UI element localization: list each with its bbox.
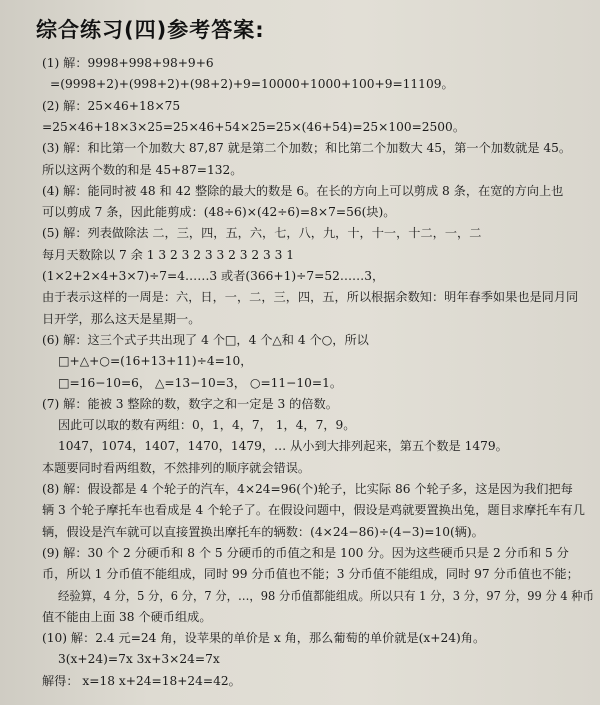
answer-9-line-2: 币，所以 1 分币值不能组成，同时 99 分币值也不能；3 分币值不能组成，同时 97 分币值也不能； [42,567,579,582]
answer-8-line-3: 辆，假设是汽车就可以直接置换出摩托车的辆数：(4×24−86)÷(4−3)=10(辆)。 [42,524,484,539]
answer-4-line-1: (4) 解：能同时被 48 和 42 整除的最大的数是 6。在长的方向上可以剪成 8 条，在宽的方向上也 [42,183,564,198]
answer-5-line-2: 每月天数除以 7 余 1 3 2 3 2 3 3 2 3 2 3 3 1 [42,247,294,262]
answer-10-line-1: (10) 解：2.4 元=24 角，设苹果的单价是 x 角，那么葡萄的单价就是(x+24)角。 [42,631,486,646]
answer-5-line-5: 日开学，那么这天是星期一。 [42,311,201,326]
answer-2-line-1: (2) 解：25×46+18×75 [42,98,181,113]
answer-2-line-2: =25×46+18×3×25=25×46+54×25=25×(46+54)=25×100=2500。 [42,119,466,134]
answer-9-line-3: 经验算，4 分，5 分，6 分，7 分，…，98 分币值都能组成。所以只有 1 分，3 分，97 分，99 分 4 种币 [58,588,594,603]
answer-6-line-3: □=16−10=6， △=13−10=3， ○=11−10=1。 [58,375,343,390]
answer-10-line-3: 解得： x=18 x+24=18+24=42。 [42,673,241,688]
answer-7-line-1: (7) 解：能被 3 整除的数，数字之和一定是 3 的倍数。 [42,396,338,411]
answer-7-line-2: 因此可以取的数有两组：0，1，4，7， 1，4，7，9。 [58,418,356,433]
answer-8-line-1: (8) 解：假设都是 4 个轮子的汽车，4×24=96(个)轮子，比实际 86 个轮子多，这是因为我们把每 [42,482,573,496]
answer-6-line-2: □+△+○=(16+13+11)÷4=10， [58,354,253,369]
answer-9-line-1: (9) 解：30 个 2 分硬币和 8 个 5 分硬币的币值之和是 100 分。因为这些硬币只是 2 分币和 5 分 [42,545,569,560]
answer-3-line-2: 所以这两个数的和是 45+87=132。 [42,162,243,177]
answer-8-line-2: 辆 3 个轮子摩托车也看成是 4 个轮子了。在假设问题中，假设是鸡就要置换出兔，题目求摩托车有几 [42,503,585,518]
answer-5-line-3: (1×2+2×4+3×7)÷7=4……3 或者(366+1)÷7=52……3， [42,269,385,283]
answer-5-line-1: (5) 解：列表做除法 二，三，四，五，六，七，八，九，十，十一，十二，一，二 [42,226,482,241]
answer-1-line-1: (1) 解：9998+998+98+9+6 [42,56,214,70]
answer-9-line-4: 值不能由上面 38 个硬币组成。 [42,609,212,624]
answer-7-line-3: 1047，1074，1407，1470，1479，… 从小到大排列起来，第五个数是 1479。 [58,439,508,454]
answer-7-line-4: 本题要同时看两组数，不然排列的顺序就会错误。 [42,460,311,475]
answer-3-line-1: (3) 解：和比第一个加数大 87,87 就是第二个加数；和比第二个加数大 45，第一个加数就是 45。 [42,141,572,156]
answer-4-line-2: 可以剪成 7 条，因此能剪成：(48÷6)×(42÷6)=8×7=56(块)。 [42,205,396,220]
page-title: 综合练习(四)参考答案: [36,18,265,42]
answer-1-line-2: =(9998+2)+(998+2)+(98+2)+9=10000+1000+100+9=11109。 [50,77,454,92]
answer-10-line-2: 3(x+24)=7x 3x+3×24=7x [58,652,220,667]
answer-5-line-4: 由于表示这样的一周是：六，日，一，二，三，四，五，所以根据余数知：明年春季如果也是同月同 [42,290,579,305]
answer-6-line-1: (6) 解：这三个式子共出现了 4 个□，4 个△和 4 个○，所以 [42,332,369,347]
